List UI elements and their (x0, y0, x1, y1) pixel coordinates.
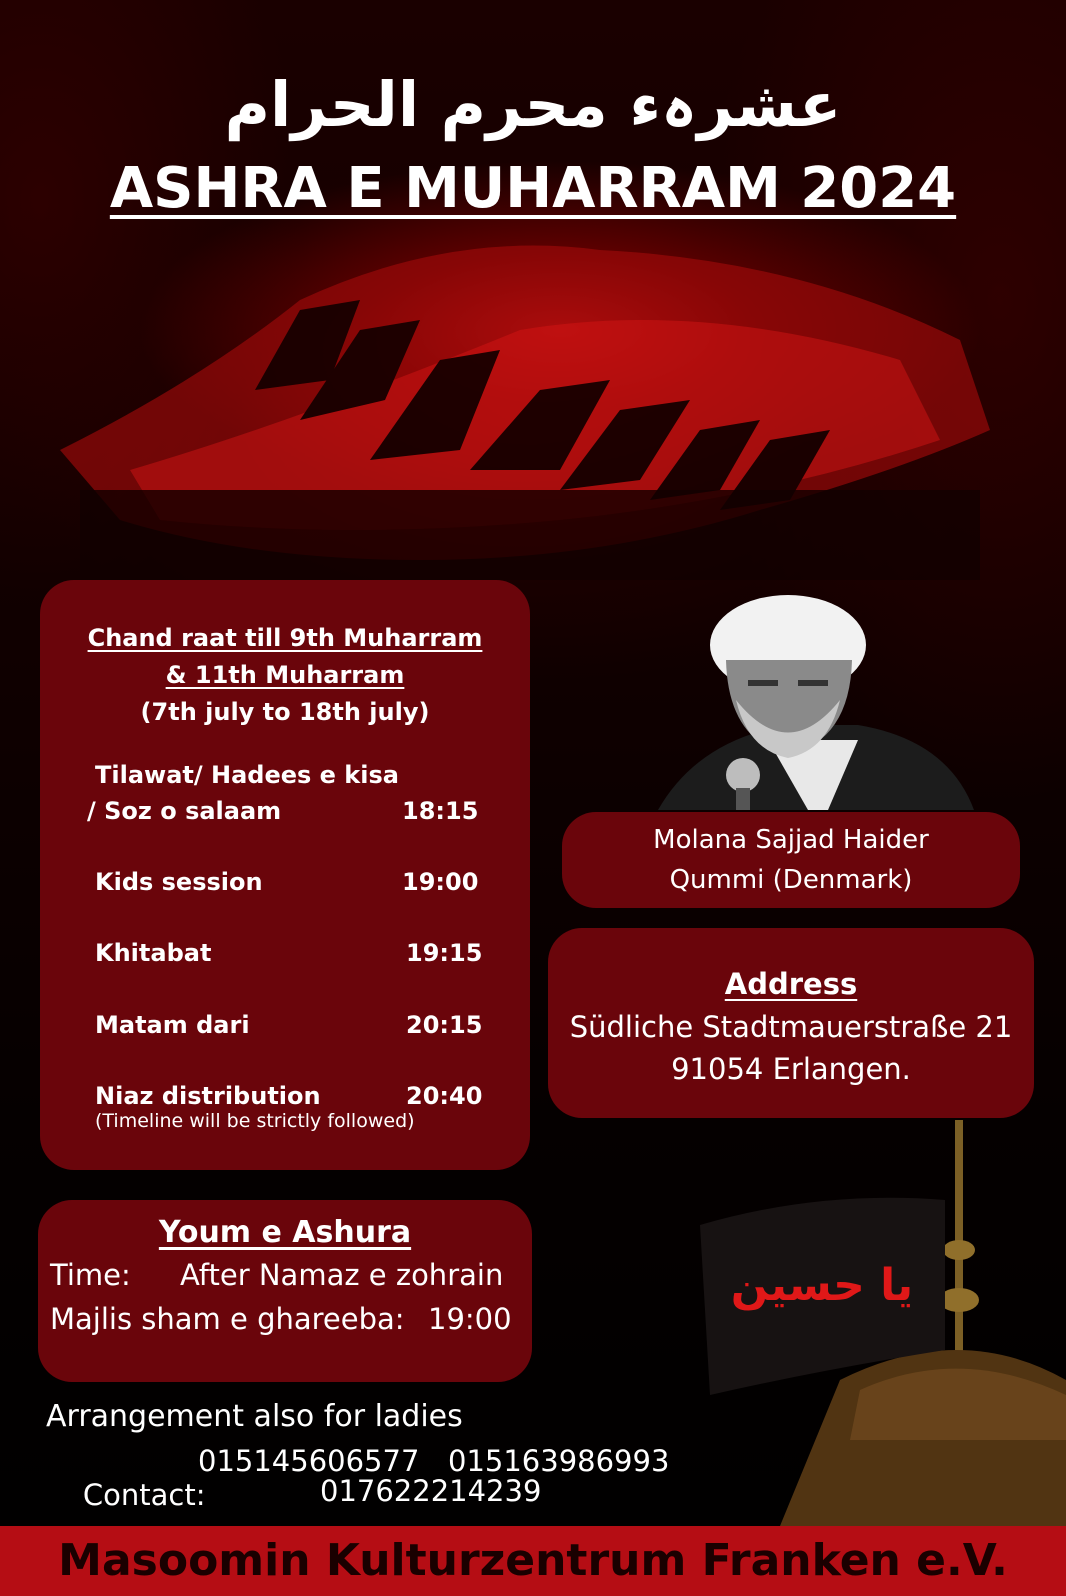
schedule-heading-dates: (7th july to 18th july) (140, 698, 430, 726)
ashura-title: Youm e Ashura (158, 1215, 412, 1250)
schedule-box (40, 580, 530, 1170)
address-street: Südliche Stadtmauerstraße 21 (569, 1010, 1013, 1044)
schedule-heading-line2: & 11th Muharram (165, 661, 405, 689)
majlis-label: Majlis sham e ghareeba: (50, 1302, 405, 1336)
title-english: ASHRA E MUHARRAM 2024 (109, 156, 957, 221)
schedule-row-label: Matam dari (95, 1011, 250, 1039)
schedule-row-time: 19:00 (402, 868, 479, 896)
banner-text: يا حسين (730, 1260, 914, 1311)
schedule-row-time: 19:15 (406, 939, 483, 967)
organization-name: Masoomin Kulturzentrum Franken e.V. (58, 1535, 1008, 1586)
speaker-photo (658, 590, 974, 810)
schedule-row-time: 20:15 (406, 1011, 483, 1039)
speaker-name-line1: Molana Sajjad Haider (653, 825, 929, 855)
contact-phone[interactable]: 017622214239 (320, 1474, 542, 1508)
schedule-row-label: Niaz distribution (95, 1082, 321, 1110)
ladies-arrangement: Arrangement also for ladies (46, 1399, 463, 1434)
dome-illustration (700, 1120, 1066, 1526)
schedule-row-label: Kids session (95, 868, 263, 896)
contact-phone[interactable]: 015163986993 (448, 1444, 670, 1478)
address-city: 91054 Erlangen. (671, 1052, 911, 1086)
schedule-row-time: 18:15 (402, 797, 479, 825)
speaker-name (562, 820, 1020, 900)
timeline-note: (Timeline will be strictly followed) (95, 1110, 415, 1132)
address-title: Address (724, 967, 858, 1001)
ashura-time-value: After Namaz e zohrain (180, 1258, 504, 1292)
title-arabic: عشرہء محرم الحرام (224, 68, 842, 141)
speaker-name-line2: Qummi (Denmark) (669, 865, 913, 895)
contact-label: Contact: (82, 1478, 206, 1512)
schedule-row-label-continued: / Soz o salaam (87, 797, 282, 825)
address-box (548, 928, 1034, 1118)
schedule-row-label: Tilawat/ Hadees e kisa (95, 761, 399, 789)
schedule-row-label: Khitabat (95, 939, 212, 967)
ashura-box (38, 1200, 532, 1382)
ashura-time-label: Time: (50, 1258, 131, 1292)
schedule-heading (40, 620, 530, 731)
schedule-heading-line1: Chand raat till 9th Muharram (87, 624, 483, 652)
schedule-row-time: 20:40 (406, 1082, 483, 1110)
contact-phone[interactable]: 015145606577 (198, 1444, 420, 1478)
majlis-time: 19:00 (428, 1302, 512, 1336)
footer-bar (0, 1526, 1066, 1596)
flags-crowd-illustration (60, 246, 990, 580)
speaker-name-box (562, 812, 1020, 908)
